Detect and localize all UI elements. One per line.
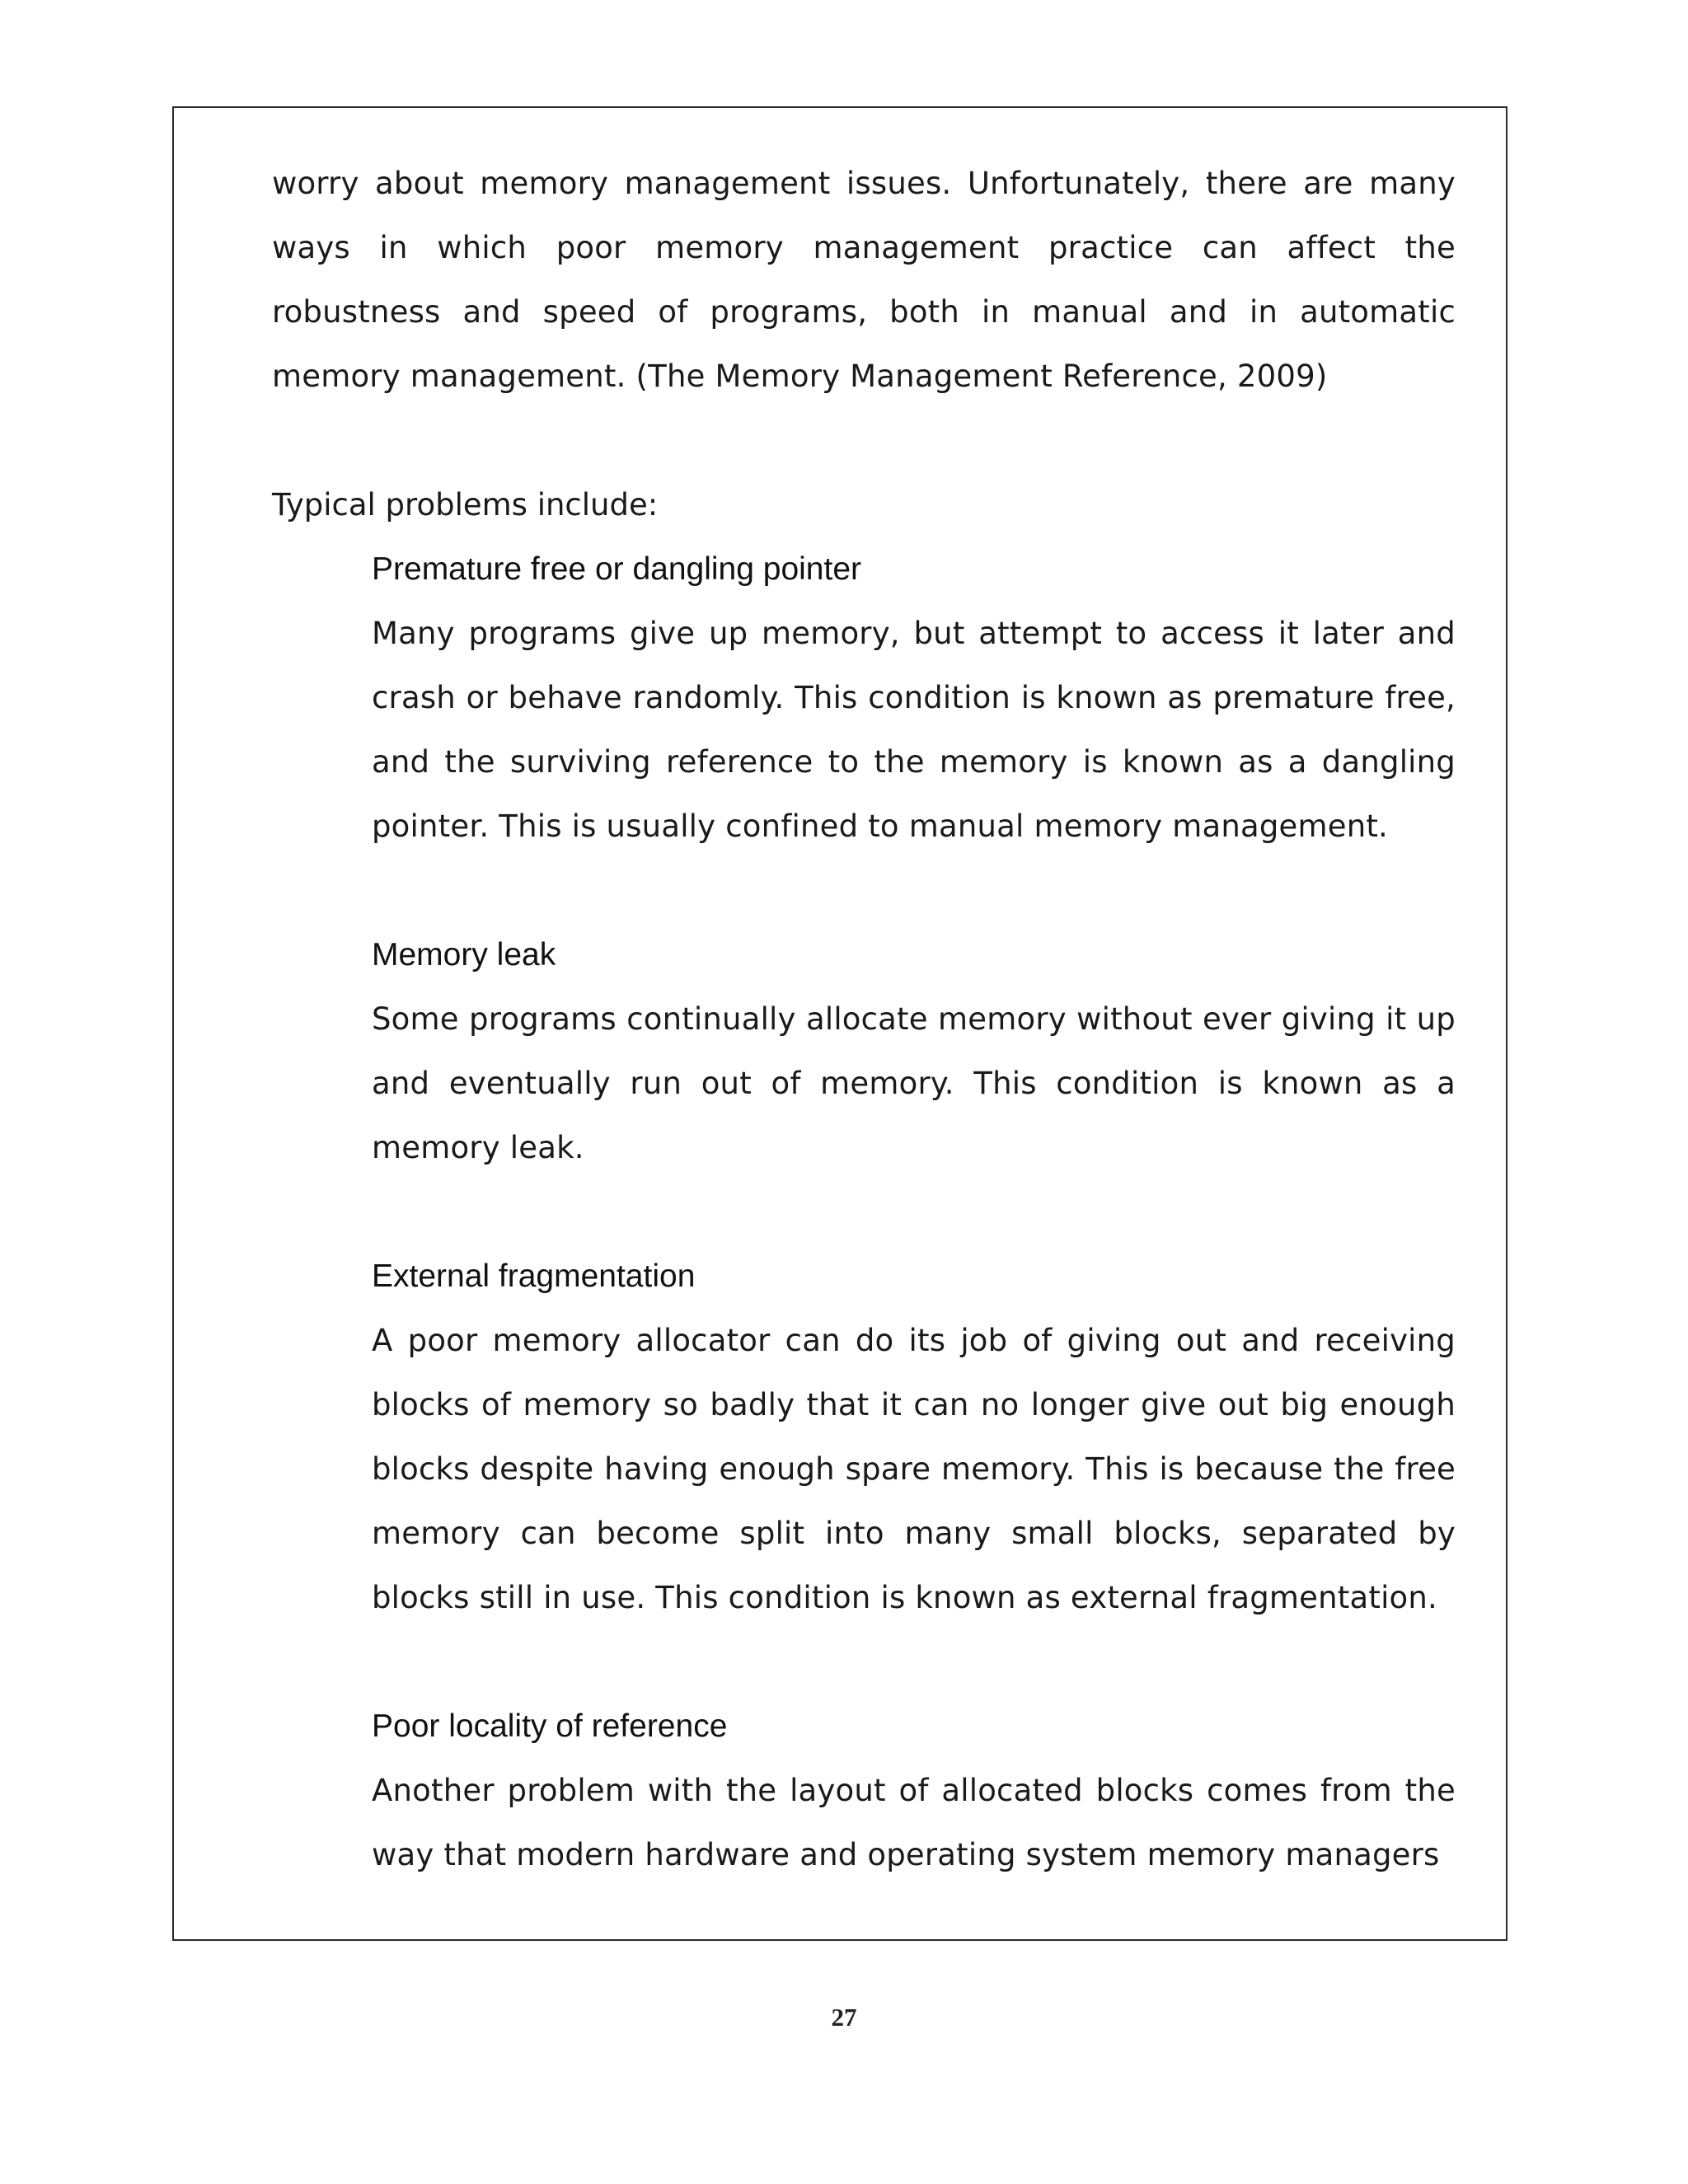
problem-title: External fragmentation — [372, 1258, 696, 1294]
page-content — [272, 152, 1456, 1887]
problem-memory-leak — [372, 923, 1456, 1180]
problem-poor-locality — [372, 1694, 1456, 1887]
typical-problems-label: Typical problems include: — [272, 487, 659, 523]
problem-title: Premature free or dangling pointer — [372, 551, 862, 587]
problem-title: Poor locality of reference — [372, 1708, 728, 1744]
problem-body: Some programs continually allocate memory without ever giving it up and eventually run out of memory. This condition is known as a memory leak. — [372, 1001, 1456, 1165]
problem-external-fragmentation — [372, 1244, 1456, 1630]
problem-premature-free — [372, 537, 1456, 859]
problem-body: Another problem with the layout of allocated blocks comes from the way that modern hardware and operating system memory managers — [372, 1773, 1456, 1872]
problem-body: A poor memory allocator can do its job of giving out and receiving blocks of memory so badly that it can no longer give out big enough blocks despite having enough spare memory. This is because the free memory can become split into many small blocks, separated by blocks still in use. This condition is known as external fragmentation. — [372, 1323, 1456, 1615]
intro-paragraph: worry about memory management issues. Unfortunately, there are many ways in which poor memory management practice can affect the robustness and speed of programs, both in manual and in automatic memory management. (The Memory Management Reference, 2009) — [272, 166, 1456, 394]
problem-body: Many programs give up memory, but attempt to access it later and crash or behave randomly. This condition is known as premature free, and the surviving reference to the memory is known as a dangling pointer. This is usually confined to manual memory management. — [372, 616, 1456, 844]
problem-title: Memory leak — [372, 937, 556, 972]
page-number: 27 — [831, 2003, 857, 2032]
